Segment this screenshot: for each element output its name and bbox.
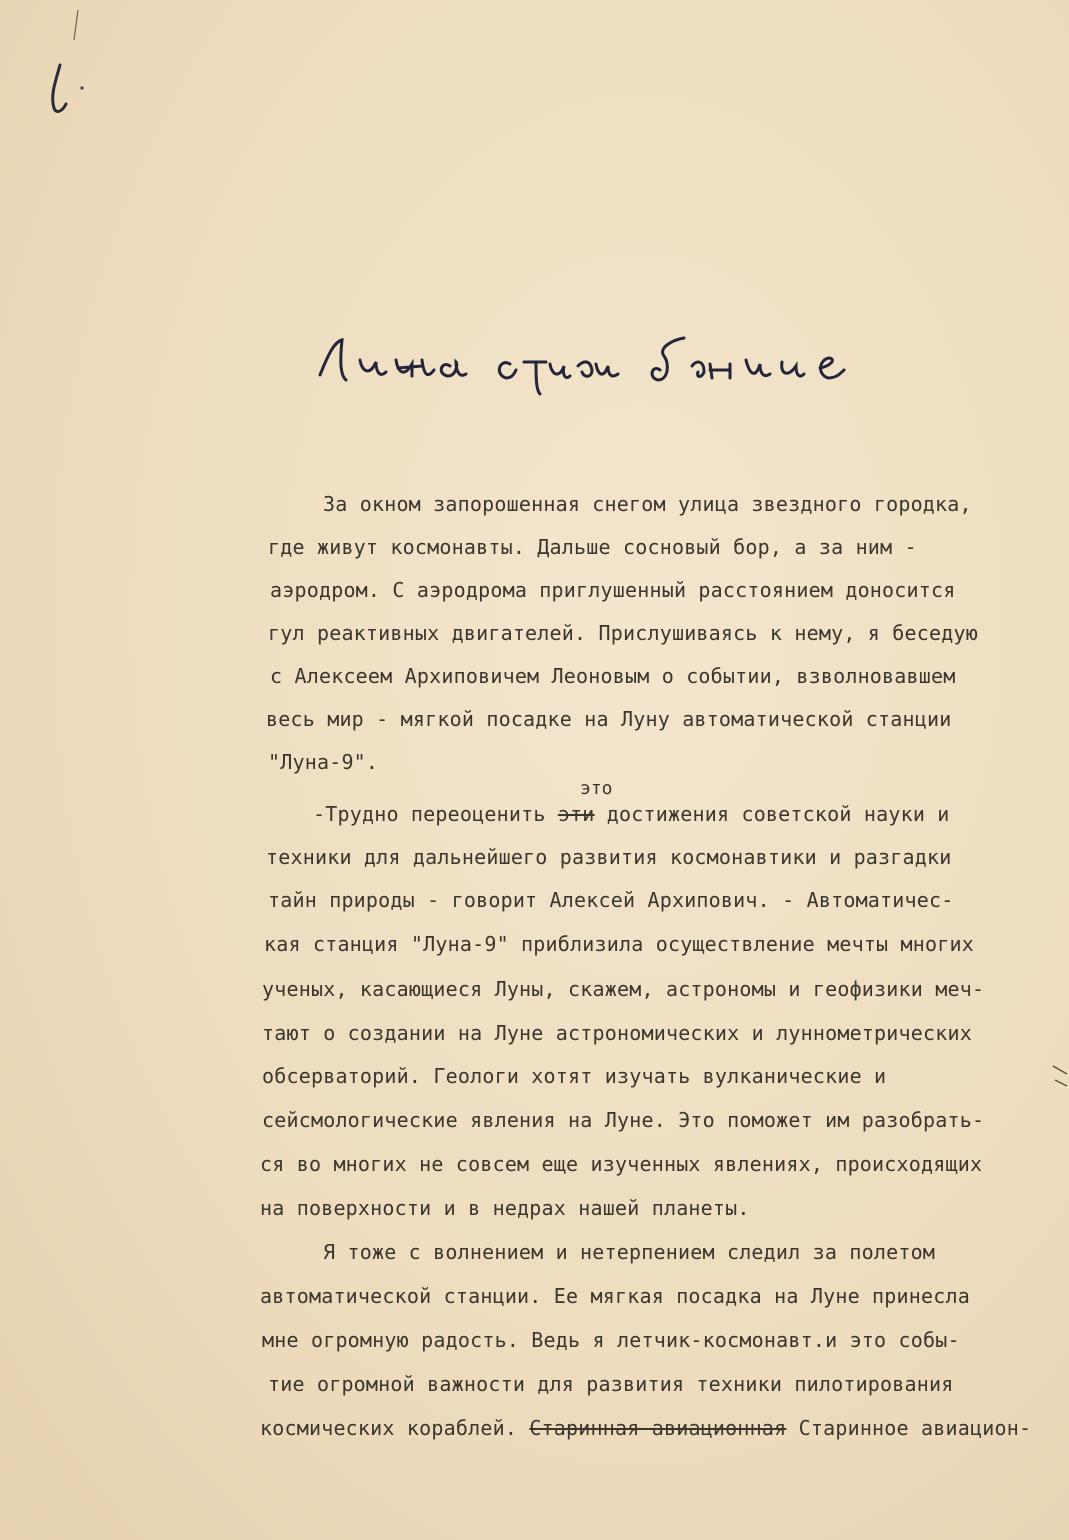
text-line: где живут космонавты. Дальше сосновый бор, а за ним - bbox=[268, 535, 917, 559]
text-line: За окном запорошенная снегом улица звездного городка, bbox=[323, 492, 972, 516]
text-line: Я тоже с волнением и нетерпением следил за полетом bbox=[323, 1240, 936, 1264]
text-line bbox=[260, 1416, 1031, 1440]
handwritten-corner-mark bbox=[20, 0, 90, 120]
text-line: сейсмологические явления на Луне. Это поможет им разобрать- bbox=[262, 1108, 985, 1132]
text-line: гул реактивных двигателей. Прислушиваясь к нему, я беседую bbox=[268, 621, 978, 645]
text-line: тайн природы - говорит Алексей Архипович. - Автоматичес- bbox=[268, 888, 954, 912]
text-line: тие огромной важности для развития техники пилотирования bbox=[268, 1372, 954, 1396]
text-segment: космических кораблей. bbox=[260, 1416, 530, 1440]
text-line: на поверхности и в недрах нашей планеты. bbox=[260, 1196, 750, 1220]
text-line: тают о создании на Луне астрономических и луннометрических bbox=[262, 1021, 972, 1045]
text-line: ученых, касающиеся Луны, скажем, астрономы и геофизики меч- bbox=[262, 977, 985, 1001]
text-line: "Луна-9". bbox=[268, 750, 379, 774]
text-line: ся во многих не совсем еще изученных явлениях, происходящих bbox=[260, 1152, 983, 1176]
text-line bbox=[313, 802, 950, 826]
text-line: с Алексеем Архиповичем Леоновым о событии, взволновавшем bbox=[270, 664, 956, 688]
text-line: обсерваторий. Геологи хотят изучать вулканические и bbox=[262, 1064, 887, 1088]
text-segment: достижения советской науки и bbox=[594, 802, 950, 826]
text-line: мне огромную радость. Ведь я летчик-космонавт.и это собы- bbox=[262, 1328, 960, 1352]
text-line: техники для дальнейшего развития космонавтики и разгадки bbox=[266, 845, 952, 869]
struck-text: эти bbox=[557, 802, 595, 826]
text-line: автоматической станции. Ее мягкая посадка на Луне принесла bbox=[260, 1284, 970, 1308]
text-line: кая станция "Луна-9" приблизила осуществление мечты многих bbox=[264, 932, 974, 956]
margin-mark bbox=[1049, 1060, 1069, 1100]
struck-text: Старинная авиационная bbox=[529, 1416, 787, 1440]
text-line: весь мир - мягкой посадке на Луну автоматической станции bbox=[266, 707, 952, 731]
handwritten-title bbox=[300, 320, 900, 400]
handwritten-insertion: это bbox=[580, 778, 613, 799]
text-segment: -Трудно переоценить bbox=[313, 802, 558, 826]
text-line: аэродром. С аэродрома приглушенный расстоянием доносится bbox=[270, 578, 956, 602]
text-segment: Старинное авиацион- bbox=[786, 1416, 1032, 1440]
